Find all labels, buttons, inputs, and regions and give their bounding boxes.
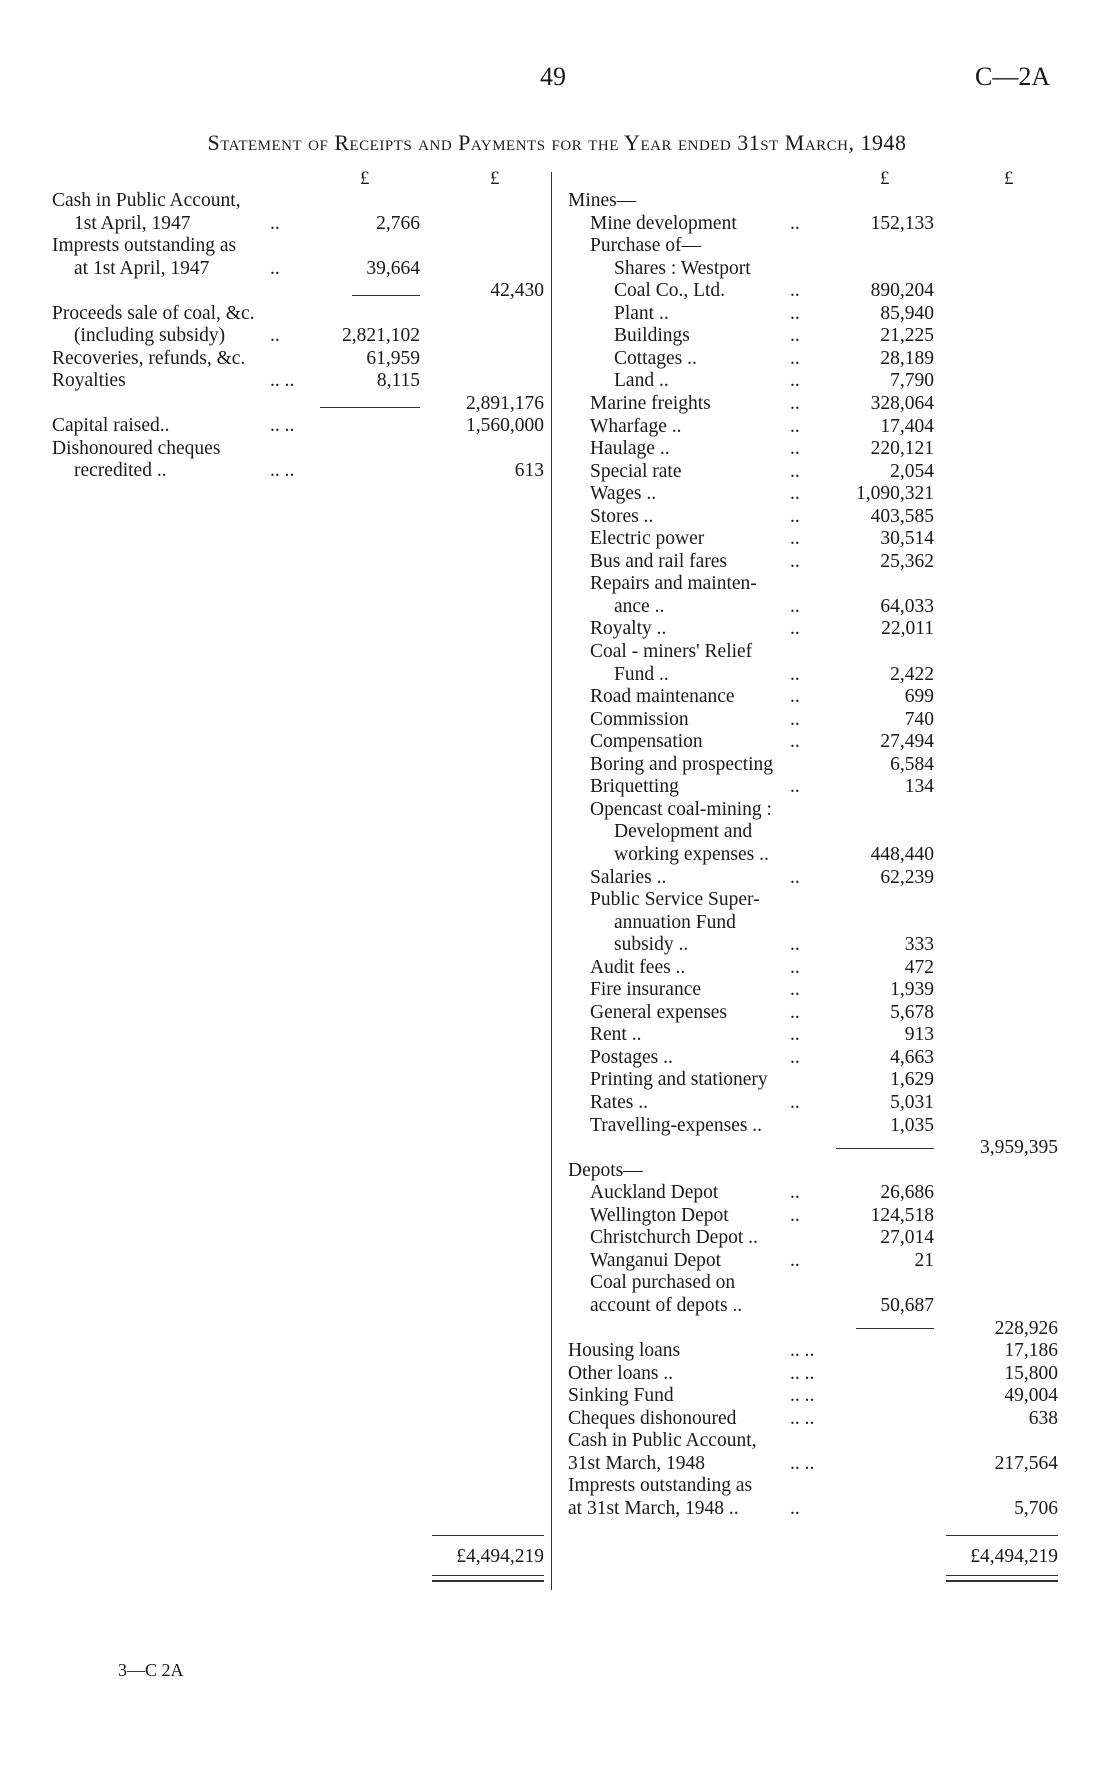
amount-v1: 333 [904, 934, 934, 956]
subtotal-rule [856, 1328, 934, 1329]
page-number: 49 [540, 62, 566, 91]
leader-dots: .. [270, 257, 280, 279]
entry-label: Mine development [590, 212, 737, 234]
entry-label: Road maintenance [590, 686, 735, 708]
entry-label: Proceeds sale of coal, &c. [52, 302, 255, 324]
amount-v1: 17,404 [880, 415, 934, 437]
leader-dots: .. [790, 370, 800, 392]
payments-row [0, 844, 1114, 866]
amount-v1: 6,584 [890, 753, 934, 775]
amount-v1: 4,663 [890, 1046, 934, 1068]
entry-label: Shares : Westport [614, 257, 751, 279]
entry-label: Wanganui Depot [590, 1249, 722, 1271]
total-rule [946, 1535, 1058, 1536]
entry-label: Printing and stationery [590, 1069, 768, 1091]
leader-dots: .. [790, 392, 800, 414]
payments-row [0, 1498, 1114, 1520]
payments-row [0, 506, 1114, 528]
entry-label: Plant .. [614, 302, 669, 324]
entry-label: Wages .. [590, 483, 657, 505]
amount-v1: 1,939 [890, 979, 934, 1001]
entry-label: Recoveries, refunds, &c. [52, 347, 246, 369]
payments-row [0, 1115, 1114, 1137]
entry-label: Repairs and mainten- [590, 573, 757, 595]
leader-dots: .. [790, 866, 800, 888]
amount-v2: 1,560,000 [466, 415, 544, 436]
amount-v1: 2,821,102 [342, 325, 420, 346]
amount-v1: 890,204 [870, 280, 934, 302]
amount-v1: 85,940 [880, 302, 934, 324]
amount-v1: 21 [914, 1249, 934, 1271]
entry-label: Christchurch Depot .. [590, 1227, 758, 1249]
leader-dots: .. [790, 302, 800, 324]
payments-row [0, 912, 1114, 934]
amount-v1: 22,011 [881, 618, 934, 640]
entry-label: Bus and rail fares [590, 550, 727, 572]
payments-row [0, 1160, 1114, 1182]
payments-row [0, 1430, 1114, 1452]
amount-v1: 152,133 [870, 212, 934, 234]
entry-label: recredited .. [74, 460, 167, 481]
document-reference: C—2A [975, 62, 1051, 91]
entry-label: Purchase of— [590, 235, 702, 257]
payments-row [0, 461, 1114, 483]
entry-label: working expenses .. [614, 843, 769, 865]
subtotal-rule [836, 1148, 934, 1149]
entry-label: Land .. [614, 370, 669, 392]
payments-row [0, 1047, 1114, 1069]
leader-dots: .. .. [270, 460, 295, 481]
leader-dots: .. .. [790, 1362, 815, 1384]
amount-v1: 448,440 [870, 843, 934, 865]
entry-label: Development and [614, 821, 753, 843]
entry-label: Postages .. [590, 1046, 673, 1068]
payments-row [0, 1340, 1114, 1362]
payments-row [0, 393, 1114, 415]
payments-row [0, 731, 1114, 753]
entry-label: Public Service Super- [590, 889, 760, 911]
amount-v1: 50,687 [880, 1294, 934, 1316]
entry-label: Audit fees .. [590, 956, 686, 978]
payments-row [0, 551, 1114, 573]
double-rule [432, 1575, 544, 1582]
entry-label: Stores .. [590, 505, 654, 527]
leader-dots: .. [790, 460, 800, 482]
amount-v1: 472 [904, 956, 934, 978]
receipts-pound-header-2: £ [490, 168, 500, 189]
payments-row [0, 1069, 1114, 1091]
entry-label: Wharfage .. [590, 415, 682, 437]
amount-v2: 217,564 [994, 1452, 1058, 1474]
entry-label: Commission [590, 708, 689, 730]
leader-dots: .. .. [790, 1340, 815, 1362]
leader-dots: .. [790, 1182, 800, 1204]
leader-dots: .. [790, 595, 800, 617]
amount-v1: 61,959 [366, 347, 420, 369]
amount-v1: 2,422 [890, 663, 934, 685]
amount-v1: 8,115 [376, 370, 420, 391]
leader-dots: .. [790, 1046, 800, 1068]
entry-label: Electric power [590, 528, 705, 550]
payments-row [0, 979, 1114, 1001]
payments-row [0, 709, 1114, 731]
payments-row [0, 483, 1114, 505]
payments-row [0, 416, 1114, 438]
amount-v1: 30,514 [880, 528, 934, 550]
leader-dots: .. [790, 934, 800, 956]
amount-v1: 28,189 [880, 347, 934, 369]
subtotal-rule [320, 407, 420, 408]
leader-dots: .. [790, 708, 800, 730]
leader-dots: .. [790, 663, 800, 685]
payments-row [0, 957, 1114, 979]
entry-label: Compensation [590, 731, 703, 753]
entry-label: Special rate [590, 460, 682, 482]
payments-row [0, 190, 1114, 212]
entry-label: Coal - miners' Relief [590, 641, 753, 662]
amount-v1: 328,064 [870, 392, 934, 414]
payments-pound-header-2: £ [1004, 168, 1014, 189]
amount-v1: 25,362 [880, 550, 934, 572]
leader-dots: .. .. [270, 415, 295, 436]
leader-dots: .. [270, 325, 280, 346]
entry-label: Coal purchased on [590, 1272, 736, 1294]
entry-label: Royalty .. [590, 618, 667, 640]
payments-row [0, 618, 1114, 640]
payments-row [0, 1453, 1114, 1475]
leader-dots: .. [790, 212, 800, 234]
amount-v1: 134 [904, 776, 934, 798]
entry-label: Rates .. [590, 1092, 648, 1113]
payments-row [0, 1475, 1114, 1497]
payments-row [0, 213, 1114, 235]
subtotal-rule [352, 295, 420, 296]
payments-row [0, 1205, 1114, 1227]
payments-row [0, 348, 1114, 370]
payments-row [0, 235, 1114, 257]
amount-v2: 638 [1028, 1407, 1058, 1429]
leader-dots: .. [790, 438, 800, 460]
leader-dots: .. [790, 979, 800, 1001]
entry-label: Marine freights [590, 392, 711, 414]
statement-title: Statement of Receipts and Payments for the Year ended 31st March, 1948 [207, 130, 907, 155]
amount-v2: 49,004 [1004, 1385, 1058, 1407]
double-rule [946, 1575, 1058, 1582]
entry-label: Opencast coal-mining : [590, 798, 772, 820]
payments-row [0, 1408, 1114, 1430]
amount-v1: 124,518 [870, 1204, 934, 1226]
leader-dots: .. .. [270, 370, 295, 391]
entry-label: annuation Fund [614, 911, 736, 933]
payments-row [0, 325, 1114, 347]
amount-v1: 913 [904, 1024, 934, 1046]
entry-label: Travelling-expenses .. [590, 1114, 763, 1136]
payments-row [0, 1272, 1114, 1294]
entry-label: Rent .. [590, 1024, 642, 1046]
payments-row [0, 754, 1114, 776]
payments-row [0, 438, 1114, 460]
payments-row [0, 303, 1114, 325]
amount-v1: 5,678 [890, 1001, 934, 1023]
payments-row [0, 258, 1114, 280]
entry-label: Auckland Depot [590, 1182, 719, 1204]
amount-v1: 5,031 [890, 1092, 934, 1113]
payments-row [0, 1385, 1114, 1407]
payments-row [0, 867, 1114, 889]
entry-label: Fire insurance [590, 979, 702, 1001]
leader-dots: .. [790, 280, 800, 302]
entry-label: Other loans .. [568, 1362, 674, 1384]
payments-row [0, 1002, 1114, 1024]
payments-row [0, 664, 1114, 686]
entry-label: Cash in Public Account, [52, 190, 241, 211]
payments-row [0, 596, 1114, 618]
entry-label: Boring and prospecting [590, 753, 774, 775]
entry-label: Buildings [614, 325, 690, 347]
entry-label: Imprests outstanding as [568, 1475, 753, 1497]
entry-label: Fund .. [614, 663, 669, 685]
leader-dots: .. [790, 1497, 800, 1519]
amount-v2: 228,926 [994, 1317, 1058, 1339]
payments-row [0, 1318, 1114, 1340]
payments-row [0, 1092, 1114, 1114]
amount-v1: 1,629 [890, 1069, 934, 1091]
leader-dots: .. [790, 415, 800, 437]
amount-v1: 64,033 [880, 595, 934, 617]
leader-dots: .. [790, 483, 800, 505]
entry-label: Wellington Depot [590, 1204, 729, 1226]
payments-row [0, 1295, 1114, 1317]
entry-label: Haulage .. [590, 438, 670, 460]
leader-dots: .. [790, 347, 800, 369]
payments-row [0, 1363, 1114, 1385]
leader-dots: .. .. [790, 1407, 815, 1429]
payments-row [0, 1227, 1114, 1249]
leader-dots: .. [270, 212, 280, 234]
leader-dots: .. [790, 1001, 800, 1023]
entry-label: Cottages .. [614, 347, 697, 369]
payments-row [0, 1182, 1114, 1204]
entry-label: Coal Co., Ltd. [614, 280, 726, 302]
leader-dots: .. [790, 1204, 800, 1226]
leader-dots: .. .. [790, 1385, 815, 1407]
amount-v2: 613 [514, 460, 544, 481]
payments-row [0, 889, 1114, 911]
leader-dots: .. [790, 776, 800, 798]
entry-label: subsidy .. [614, 934, 689, 956]
entry-label: Salaries .. [590, 866, 667, 888]
leader-dots: .. [790, 1092, 800, 1113]
entry-label: Dishonoured cheques [52, 437, 221, 459]
amount-v2: 42,430 [490, 280, 544, 301]
payments-row [0, 799, 1114, 821]
leader-dots: .. [790, 1249, 800, 1271]
payments-row [0, 686, 1114, 708]
amount-v1: 1,090,321 [856, 483, 934, 505]
entry-label: Capital raised.. [52, 415, 170, 436]
leader-dots: .. [790, 505, 800, 527]
amount-v1: 2,766 [376, 212, 420, 234]
payments-row [0, 934, 1114, 956]
amount-v1: 21,225 [880, 325, 934, 347]
entry-label: at 1st April, 1947 [74, 257, 210, 279]
payments-row [0, 370, 1114, 392]
entry-label: General expenses [590, 1001, 727, 1023]
entry-label: (including subsidy) [74, 325, 226, 346]
amount-v1: 1,035 [890, 1114, 934, 1136]
amount-v1: 2,054 [890, 460, 934, 482]
payments-total: £4,494,219 [970, 1546, 1058, 1567]
leader-dots: .. [790, 956, 800, 978]
amount-v1: 62,239 [880, 866, 934, 888]
amount-v1: 740 [904, 708, 934, 730]
entry-label: Cash in Public Account, [568, 1430, 757, 1452]
amount-v1: 39,664 [366, 257, 420, 279]
payments-row [0, 528, 1114, 550]
entry-label: at 31st March, 1948 .. [568, 1497, 739, 1519]
entry-label: Cheques dishonoured [568, 1407, 737, 1429]
payments-row [0, 280, 1114, 302]
receipts-pound-header-1: £ [360, 168, 370, 189]
entry-label: ance .. [614, 595, 665, 617]
payments-row [0, 641, 1114, 663]
payments-row [0, 821, 1114, 843]
entry-label: Imprests outstanding as [52, 235, 237, 256]
entry-label: Briquetting [590, 776, 679, 798]
footer-signature: 3—C 2A [118, 1660, 184, 1680]
payments-row [0, 573, 1114, 595]
leader-dots: .. [790, 686, 800, 708]
amount-v1: 220,121 [870, 438, 934, 460]
amount-v2: 2,891,176 [466, 392, 544, 414]
leader-dots: .. .. [790, 1452, 815, 1474]
payments-row [0, 1024, 1114, 1046]
entry-label: 31st March, 1948 [568, 1452, 706, 1474]
amount-v1: 7,790 [890, 370, 934, 392]
amount-v1: 699 [904, 686, 934, 708]
amount-v1: 403,585 [870, 505, 934, 527]
entry-label: account of depots .. [590, 1294, 743, 1316]
payments-row [0, 776, 1114, 798]
amount-v2: 17,186 [1004, 1340, 1058, 1362]
payments-row [0, 1137, 1114, 1159]
leader-dots: .. [790, 325, 800, 347]
amount-v1: 27,014 [880, 1227, 934, 1249]
entry-label: Housing loans [568, 1340, 681, 1362]
leader-dots: .. [790, 731, 800, 753]
amount-v2: 5,706 [1014, 1497, 1058, 1519]
total-rule [432, 1535, 544, 1536]
payments-row [0, 1250, 1114, 1272]
leader-dots: .. [790, 550, 800, 572]
amount-v2: 3,959,395 [980, 1137, 1058, 1159]
amount-v2: 15,800 [1004, 1362, 1058, 1384]
entry-label: Sinking Fund [568, 1385, 674, 1407]
payments-pound-header-1: £ [880, 168, 890, 189]
receipts-total: £4,494,219 [456, 1546, 544, 1567]
entry-label: Royalties [52, 370, 126, 391]
leader-dots: .. [790, 528, 800, 550]
amount-v1: 26,686 [880, 1182, 934, 1204]
amount-v1: 27,494 [880, 731, 934, 753]
entry-label: 1st April, 1947 [74, 212, 191, 234]
leader-dots: .. [790, 618, 800, 640]
entry-label: Mines— [568, 190, 637, 211]
leader-dots: .. [790, 1024, 800, 1046]
entry-label: Depots— [568, 1159, 643, 1181]
